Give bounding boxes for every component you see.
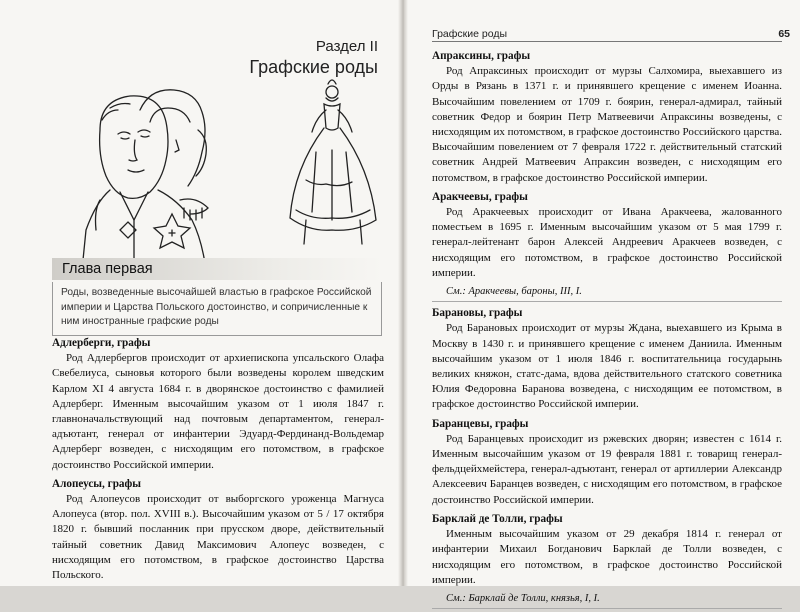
section-title: Графские роды [249, 57, 378, 77]
entry-heading: Апраксины, графы [432, 50, 531, 62]
entry-heading: Адлерберги, графы [52, 337, 151, 349]
entry-heading: Аракчеевы, графы [432, 190, 528, 203]
see-also-reference: См.: Аракчеевы, бароны, III, I. [432, 284, 782, 302]
entry-heading: Алопеусы, графы [52, 477, 141, 490]
entry-heading: Барановы, графы [432, 307, 523, 320]
entry-text: Род Алопеусов происходит от выборгского уроженца Магнуса Алопеуса (втор. пол. XVIII в.). Высочайшим указом от 5 / 17 октября 1820 г. бывший посланник при прусском дворе, действительный тайный советник Давид Максимович Алопеус возведен, с нисходящим его потомством, в графское достоинство Царства Польского. [52, 493, 384, 582]
section-label: Раздел II [315, 38, 378, 55]
entry-text: Именным высочайшим указом от 29 декабря 1814 г. генерал от инфантерии Михаил Богданович Барклай де Толли возведен, с нисходящим его потомством, в графское достоинство Российской империи. [432, 528, 782, 586]
entry-text: Род Аракчеевых происходит от Ивана Аракчеева, жалованного поместьем в 1695 г. Именным высочайшим указом от 5 мая 1799 г. генерал-лейтенант барон Алексей Андреевич Аракчеев возведен, с нисходящим его потомством, в графское достоинство Российской империи. [432, 206, 782, 279]
right-page [408, 0, 800, 604]
entry-heading: Баранцевы, графы [432, 417, 529, 430]
left-text-column [52, 332, 384, 583]
entry-text: Род Баранцевых происходит из ржевских дворян; известен с 1614 г. Именным высочайшим указом от 19 февраля 1881 г. товарищ генерал-фельдцейхмейстера, генерал-адъютант, генерал от артиллерии Александр Алексеевич Баранцев возведен, с нисходящим его потомством, в графское достоинство Российской империи. [432, 432, 782, 506]
book-gutter [398, 0, 408, 586]
see-also-reference: См.: Барклай де Толли, князья, I, I. [432, 591, 782, 609]
right-text-column [432, 45, 782, 612]
chapter-title: Глава первая [52, 258, 382, 280]
entry-text: Род Апраксиных происходит от мурзы Салхомира, выехавшего из Орды в Рязань в 1371 г. и принявшего крещение с именем Иоанна. Высочайшим повелением от 1709 г. боярин, генерал-адмирал, тайный советник Федор и боярин Петр Матвеевичи Апраксины возведены, с нисходящим их потомством, в графское достоинство Российского царства. Высочайшим повелением от 7 февраля 1722 г. действительный статский советник Андрей Матвеевич Апраксин возведен, с нисходящим его потомством, в графское достоинство Российской империи. [432, 65, 782, 184]
running-head [432, 28, 790, 42]
chapter-block [52, 258, 382, 336]
running-head-title: Графские роды [432, 28, 508, 40]
portrait-illustration [80, 70, 400, 270]
chapter-subtitle: Роды, возведенные высочайшей властью в графское Российской империи и Царства Польского достоинство, и сопричисленные к ним иностранные графские роды [52, 282, 382, 336]
left-page [0, 0, 398, 586]
entry-text: Род Барановых происходит от мурзы Ждана, выехавшего из Крыма в Москву в 1430 г. и принявшего крещение с именем Даниила. Именным высочайшим указом от 1 июля 1846 г. воспитательница государынь великих княжон, статс-дама, вдова действительного статского советника Юлия Федоровна Баранова возведена, с нисходящим ее потомством, в графское достоинство Российской империи. [432, 322, 782, 411]
page-number: 65 [778, 28, 790, 40]
entry-heading: Барклай де Толли, графы [432, 512, 563, 525]
entry-text: Род Адлербергов происходит от архиепископа упсальского Олафа Свебелиуса, сыновья которого были возведены королем шведским Карлом XI 4 августа 1684 г. в дворянское достоинство с фамилией Адлерберг. Именным высочайшим указом от 1 июля 1847 г. главноначальствующий над почтовым департаментом, генерал-адъютант, генерал от инфантерии Эдуард-Фердинанд-Вольдемар Адлерберг возведен, с нисходящим его потомством, в графское достоинство Российской империи. [52, 352, 384, 471]
